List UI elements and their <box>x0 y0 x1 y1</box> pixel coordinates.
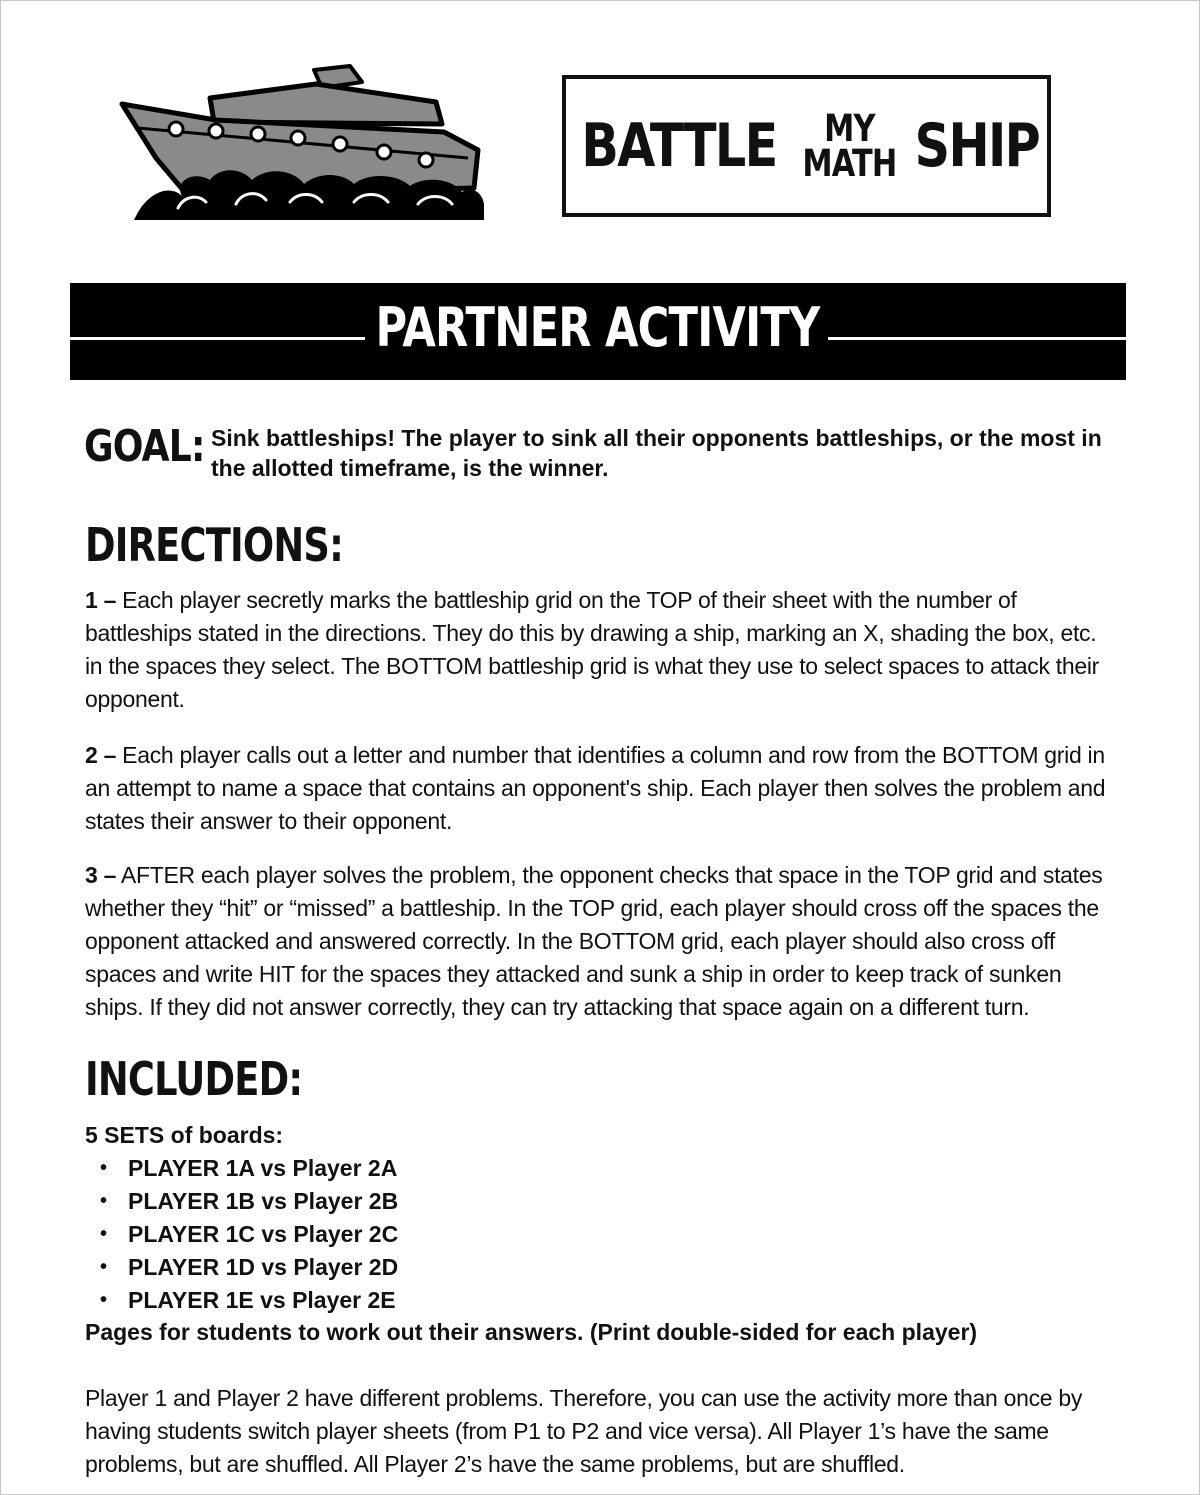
title-ship: SHIP <box>914 111 1040 181</box>
step-number: 2 – <box>85 742 117 768</box>
title-my: MY <box>824 106 875 150</box>
list-item: • PLAYER 1C vs Player 2C <box>100 1221 399 1247</box>
included-heading: INCLUDED: <box>85 1052 303 1106</box>
players-note: Player 1 and Player 2 have different problems. Therefore, you can use the activity more than once by having students switch player sheets (from P1 to P2 and vice versa). All Player 1’s have the same problems, but are shuffled. All Player 2’s have the same problems, but are shuffled. <box>85 1385 1083 1477</box>
direction-step-3 <box>85 859 1115 1024</box>
cruise-ship-icon <box>118 62 490 224</box>
title-my-math <box>802 106 897 185</box>
sets-list <box>100 1152 398 1317</box>
title-math: MATH <box>802 142 897 185</box>
title-box <box>562 75 1051 217</box>
title-battle: BATTLE <box>581 111 777 181</box>
direction-step-2 <box>85 739 1115 838</box>
goal-text: Sink battleships! The player to sink all their opponents battleships, or the most in the allotted timeframe, is the winner. <box>211 425 1102 481</box>
list-item: • PLAYER 1E vs Player 2E <box>100 1287 396 1313</box>
direction-step-1 <box>85 584 1115 716</box>
pages-note: Pages for students to work out their answers. (Print double-sided for each player) <box>85 1319 978 1345</box>
title-logo <box>566 79 1047 213</box>
step-text: Each player calls out a letter and number that identifies a column and row from the BOTTOM grid in an attempt to name a space that contains an opponent's ship. Each player then solves the problem and states their answer to their opponent. <box>85 742 1106 834</box>
list-item: • PLAYER 1D vs Player 2D <box>100 1254 399 1280</box>
list-item: • PLAYER 1B vs Player 2B <box>100 1188 399 1214</box>
step-number: 3 – <box>85 862 117 888</box>
banner-title: PARTNER ACTIVITY <box>375 296 821 359</box>
partner-activity-banner <box>70 283 1126 380</box>
step-number: 1 – <box>85 587 117 613</box>
directions-heading: DIRECTIONS: <box>85 518 344 572</box>
step-text: Each player secretly marks the battleship grid on the TOP of their sheet with the number of battleships stated in the directions. They do this by drawing a ship, marking an X, shading the box, etc. in the spaces they select. The BOTTOM battleship grid is what they use to select spaces to attack their opponent. <box>85 587 1099 712</box>
list-item: • PLAYER 1A vs Player 2A <box>100 1155 398 1181</box>
sets-label: 5 SETS of boards: <box>85 1122 284 1148</box>
step-text: AFTER each player solves the problem, the opponent checks that space in the TOP grid and states whether they “hit” or “missed” a battleship. In the TOP grid, each player should cross off the spaces the opponent attacked and answered correctly. In the BOTTOM grid, each player should also cross off spaces and write HIT for the spaces they attacked and sunk a ship in order to keep track of sunken ships. If they did not answer correctly, they can try attacking that space again on a different turn. <box>85 862 1103 1020</box>
goal-label: GOAL: <box>84 421 205 472</box>
